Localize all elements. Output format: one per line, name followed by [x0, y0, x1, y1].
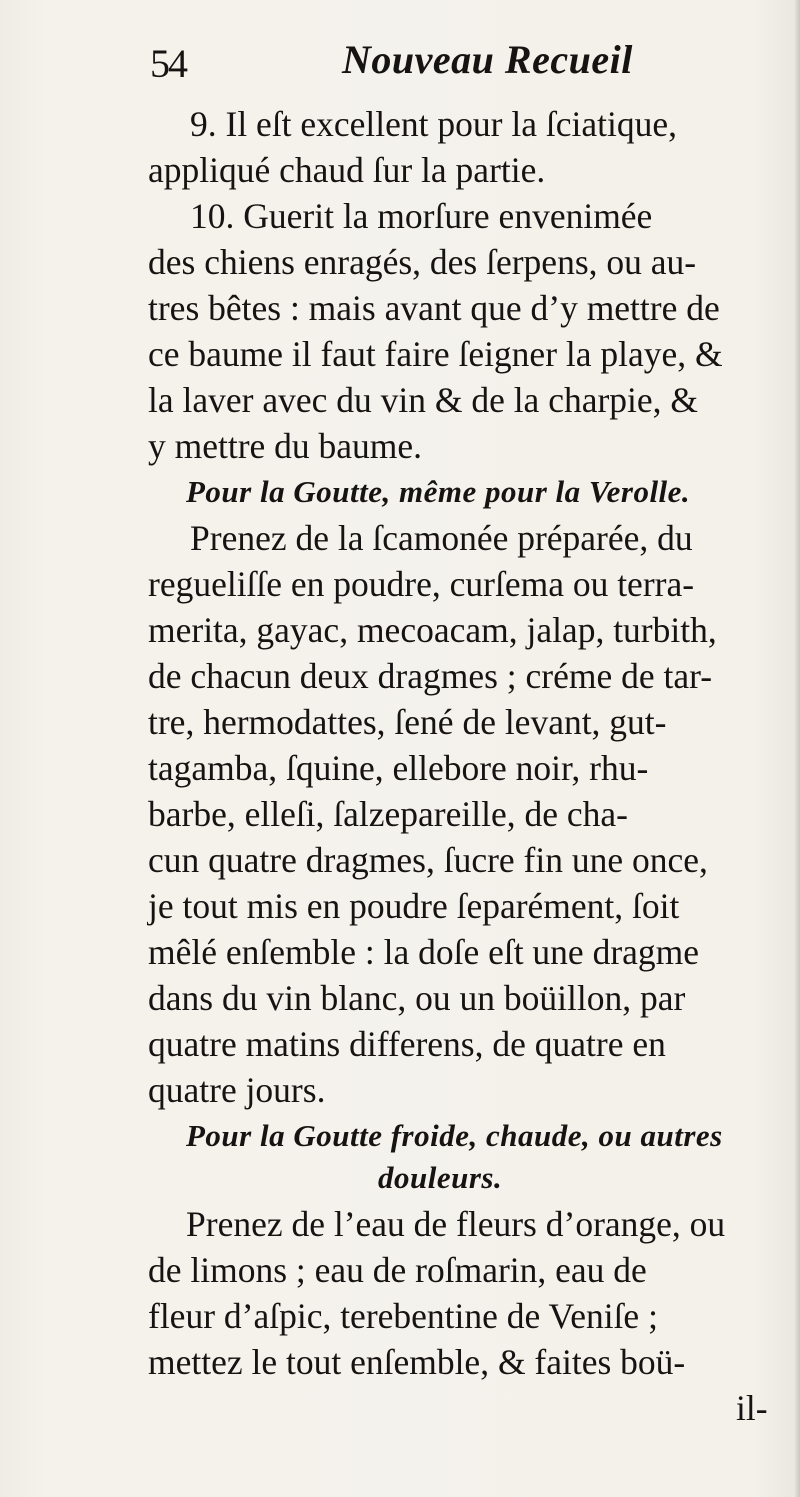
text-line: tre, hermodattes, ſené de levant, gut-: [148, 702, 667, 742]
text-line: 9. Il eſt excellent pour la ſciatique,: [190, 104, 677, 144]
text-line: Prenez de la ſcamonée préparée, du: [190, 518, 693, 558]
text-line: mettez le tout enſemble, & faites boü-: [148, 1342, 686, 1382]
text-line: la laver avec du vin & de la charpie, &: [148, 380, 699, 420]
catchword: il-: [736, 1388, 768, 1428]
text-line: merita, gayac, mecoacam, jalap, turbith,: [148, 610, 717, 650]
section-heading: Pour la Goutte froide, chaude, ou autres: [186, 1118, 723, 1153]
text-line: dans du vin blanc, ou un boüillon, par: [148, 978, 686, 1018]
section-heading: Pour la Goutte, même pour la Verolle.: [186, 474, 691, 509]
page-edge-shadow: [794, 0, 800, 1497]
text-line: de limons ; eau de roſmarin, eau de: [148, 1250, 647, 1290]
text-line: barbe, elleſi, ſalzepareille, de cha-: [148, 794, 628, 834]
text-line: tres bêtes : mais avant que d’y mettre de: [148, 288, 720, 328]
text-line: Prenez de l’eau de fleurs d’orange, ou: [186, 1204, 726, 1244]
text-line: de chacun deux dragmes ; créme de tar-: [148, 656, 713, 696]
running-title: Nouveau Recueil: [342, 37, 633, 82]
text-line: tagamba, ſquine, ellebore noir, rhu-: [148, 748, 649, 788]
page-header: [150, 36, 710, 96]
text-line: ce baume il faut faire ſeigner la playe, &: [148, 334, 723, 374]
text-line: cun quatre dragmes, ſucre fin une once,: [148, 840, 708, 880]
section-heading-continued: douleurs.: [378, 1160, 503, 1195]
text-line: quatre jours.: [148, 1070, 326, 1110]
text-line: je tout mis en poudre ſeparément, ſoit: [148, 886, 680, 926]
text-line: y mettre du baume.: [148, 426, 423, 466]
text-line: 10. Guerit la morſure envenimée: [190, 196, 653, 236]
text-line: appliqué chaud ſur la partie.: [148, 150, 546, 190]
text-line: regueliſſe en poudre, curſema ou terra-: [148, 564, 695, 604]
page-number: 54: [150, 41, 186, 86]
text-line: mêlé enſemble : la doſe eſt une dragme: [148, 932, 700, 972]
text-line: fleur d’aſpic, terebentine de Veniſe ;: [148, 1296, 658, 1336]
text-line: des chiens enragés, des ſerpens, ou au-: [148, 242, 697, 282]
text-line: quatre matins differens, de quatre en: [148, 1024, 666, 1064]
